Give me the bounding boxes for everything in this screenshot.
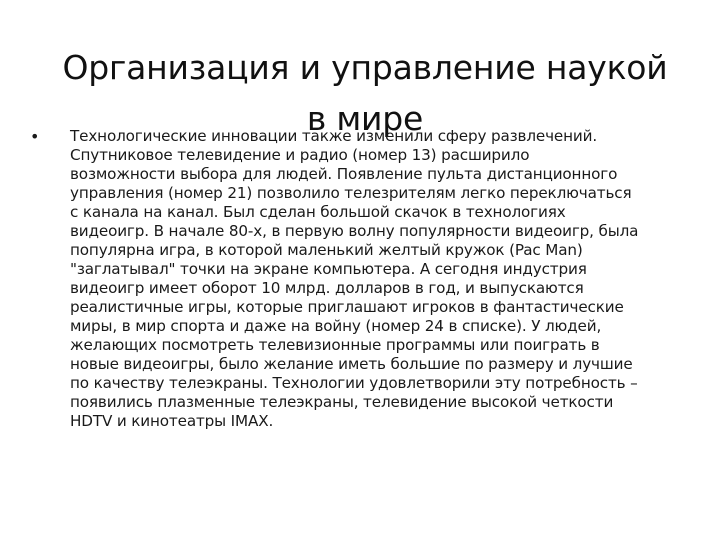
paragraph-line: видеоигр. В начале 80-х, в первую волну популярности видеоигр, была	[70, 222, 639, 240]
bullet-icon: •	[30, 127, 40, 146]
paragraph-line: желающих посмотреть телевизионные программы или поиграть в	[70, 336, 600, 354]
paragraph-line: управления (номер 21) позволило телезрителям легко переключаться	[70, 184, 632, 202]
paragraph-line: HDTV и кинотеатры IMAX.	[70, 412, 274, 430]
paragraph-line: видеоигр имеет оборот 10 млрд. долларов в год, и выпускаются	[70, 279, 584, 297]
paragraph-line: появились плазменные телеэкраны, телевидение высокой четкости	[70, 393, 614, 411]
paragraph-line: Технологические инновации также изменили сферу развлечений.	[70, 127, 598, 145]
paragraph-line: "заглатывал" точки на экране компьютера. А сегодня индустрия	[70, 260, 587, 278]
paragraph-line: Спутниковое телевидение и радио (номер 13) расширило	[70, 146, 530, 164]
bullet-paragraph	[70, 127, 690, 431]
paragraph-line: с канала на канал. Был сделан большой скачок в технологиях	[70, 203, 566, 221]
slide-title-line-1: Организация и управление наукой	[62, 48, 668, 88]
paragraph-line: возможности выбора для людей. Появление пульта дистанционного	[70, 165, 618, 183]
paragraph-line: по качеству телеэкраны. Технологии удовлетворили эту потребность –	[70, 374, 638, 392]
paragraph-line: популярна игра, в которой маленький желтый кружок (Pac Man)	[70, 241, 583, 259]
paragraph-line: реалистичные игры, которые приглашают игроков в фантастические	[70, 298, 624, 316]
paragraph-line: миры, в мир спорта и даже на войну (номер 24 в списке). У людей,	[70, 317, 602, 335]
paragraph-line: новые видеоигры, было желание иметь большие по размеру и лучшие	[70, 355, 633, 373]
slide-title-line-2: в мире	[306, 99, 424, 139]
